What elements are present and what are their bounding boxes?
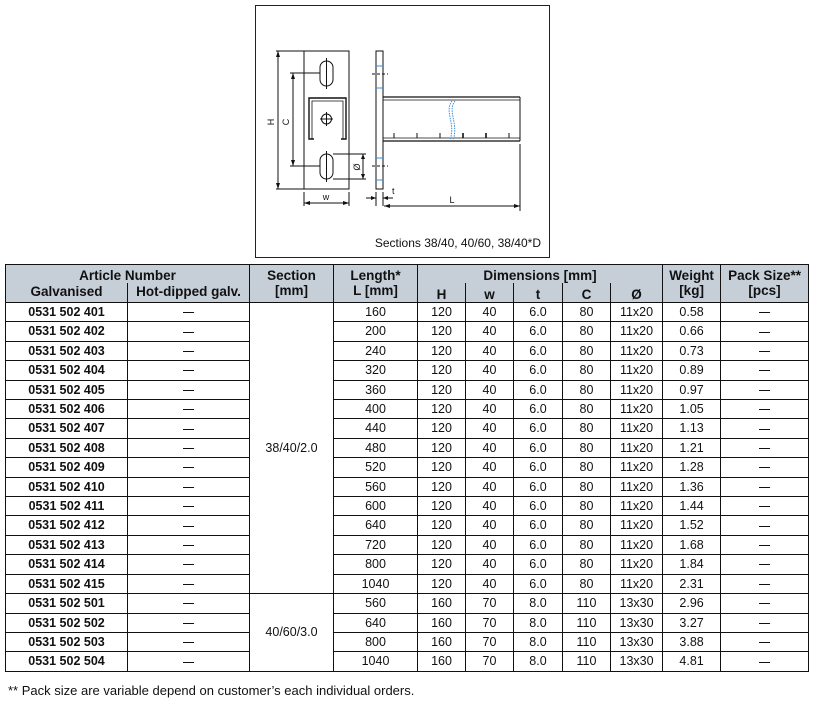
cell-t: 6.0 [514,574,563,593]
cell-weight: 1.05 [663,400,721,419]
header-pack-size [721,265,809,303]
cell-c: 80 [563,341,611,360]
cell-t: 6.0 [514,341,563,360]
label-t: t [392,186,395,196]
cell-t: 6.0 [514,497,563,516]
cell-dia: 11x20 [611,400,663,419]
cell-c: 110 [563,613,611,632]
table-row [6,594,809,613]
cell-w: 70 [466,613,514,632]
cell-c: 80 [563,303,611,322]
cell-t: 6.0 [514,516,563,535]
cell-h: 120 [418,400,466,419]
cell-w: 40 [466,574,514,593]
label-H: H [266,118,276,126]
cell-hot-dipped [128,497,250,516]
table-row [6,535,809,554]
cell-pack-size [721,361,809,380]
cell-w: 40 [466,438,514,457]
cell-c: 80 [563,535,611,554]
header-dim-t: t [514,283,563,303]
cell-h: 120 [418,535,466,554]
header-dim-H: H [418,283,466,303]
cell-c: 80 [563,438,611,457]
cell-length: 1040 [334,574,418,593]
cell-length: 480 [334,438,418,457]
cell-weight: 0.89 [663,361,721,380]
cell-hot-dipped [128,322,250,341]
cell-dia: 11x20 [611,477,663,496]
cell-c: 80 [563,516,611,535]
cell-dia: 11x20 [611,555,663,574]
cell-dia: 11x20 [611,516,663,535]
cell-length: 720 [334,535,418,554]
cell-dia: 11x20 [611,497,663,516]
header-length-line2: L [mm] [353,283,398,298]
cell-hot-dipped [128,438,250,457]
cell-pack-size [721,419,809,438]
cell-h: 120 [418,497,466,516]
cell-weight: 0.58 [663,303,721,322]
cell-weight: 1.84 [663,555,721,574]
cell-pack-size-value [759,448,770,449]
cell-hot-dipped-value [183,312,194,313]
cell-galvanised: 0531 502 409 [6,458,128,477]
cell-hot-dipped [128,632,250,651]
cell-galvanised: 0531 502 404 [6,361,128,380]
cell-w: 70 [466,652,514,671]
table-row [6,555,809,574]
cell-h: 160 [418,652,466,671]
cell-pack-size [721,555,809,574]
cell-pack-size-value [759,564,770,565]
table-row [6,574,809,593]
cell-c: 80 [563,322,611,341]
cell-c: 80 [563,477,611,496]
table-row [6,497,809,516]
cell-pack-size [721,341,809,360]
cell-hot-dipped [128,516,250,535]
cell-hot-dipped [128,652,250,671]
cell-hot-dipped [128,458,250,477]
cell-pack-size [721,652,809,671]
header-dim-C: C [563,283,611,303]
cell-hot-dipped [128,594,250,613]
cell-w: 40 [466,516,514,535]
cell-h: 120 [418,477,466,496]
cell-hot-dipped [128,380,250,399]
cell-hot-dipped-value [183,370,194,371]
cell-pack-size-value [759,526,770,527]
header-dim-w: w [466,283,514,303]
cell-h: 120 [418,458,466,477]
header-section-line2: [mm] [275,283,308,298]
cell-dia: 11x20 [611,380,663,399]
cell-weight: 0.73 [663,341,721,360]
cell-h: 160 [418,632,466,651]
header-weight-line2: [kg] [679,283,704,298]
cell-hot-dipped [128,574,250,593]
cell-weight: 1.21 [663,438,721,457]
header-dim-diameter: Ø [611,283,663,303]
cell-t: 8.0 [514,652,563,671]
cell-pack-size-value [759,584,770,585]
header-article-number: Article Number [6,265,250,284]
cell-hot-dipped-value [183,467,194,468]
header-pack-line2: [pcs] [748,283,781,298]
cell-pack-size-value [759,390,770,391]
cell-w: 40 [466,303,514,322]
cell-length: 400 [334,400,418,419]
cell-hot-dipped-value [183,506,194,507]
cell-weight: 3.27 [663,613,721,632]
header-weight-line1: Weight [669,268,714,283]
cell-t: 6.0 [514,535,563,554]
header-galvanised: Galvanised [6,283,128,303]
cell-weight: 0.66 [663,322,721,341]
cell-h: 120 [418,322,466,341]
cell-w: 40 [466,380,514,399]
cell-h: 120 [418,438,466,457]
cell-galvanised: 0531 502 406 [6,400,128,419]
cell-dia: 11x20 [611,535,663,554]
header-dimensions: Dimensions [mm] [418,265,663,284]
cell-hot-dipped-value [183,564,194,565]
cell-weight: 1.36 [663,477,721,496]
cell-galvanised: 0531 502 411 [6,497,128,516]
cell-t: 6.0 [514,419,563,438]
table-row [6,438,809,457]
cell-hot-dipped [128,303,250,322]
cell-hot-dipped [128,419,250,438]
cell-section: 40/60/3.0 [250,594,334,672]
figure-caption: Sections 38/40, 40/60, 38/40*D [374,236,541,250]
cell-galvanised: 0531 502 503 [6,632,128,651]
cell-pack-size-value [759,312,770,313]
cell-length: 320 [334,361,418,380]
cell-dia: 11x20 [611,458,663,477]
cell-hot-dipped [128,477,250,496]
cell-length: 1040 [334,652,418,671]
header-weight [663,265,721,303]
cell-h: 120 [418,555,466,574]
header-length [334,265,418,303]
label-L: L [449,195,455,205]
cell-hot-dipped-value [183,487,194,488]
cell-dia: 13x30 [611,613,663,632]
cell-t: 6.0 [514,400,563,419]
cell-pack-size-value [759,409,770,410]
cell-t: 8.0 [514,632,563,651]
cell-pack-size [721,574,809,593]
cell-length: 200 [334,322,418,341]
cell-hot-dipped-value [183,351,194,352]
cell-hot-dipped-value [183,584,194,585]
cell-section: 38/40/2.0 [250,303,334,594]
cell-pack-size [721,322,809,341]
cell-w: 40 [466,341,514,360]
cell-t: 6.0 [514,477,563,496]
cell-length: 640 [334,613,418,632]
cell-length: 800 [334,555,418,574]
cell-weight: 3.88 [663,632,721,651]
cell-c: 80 [563,361,611,380]
cell-dia: 11x20 [611,574,663,593]
cell-dia: 11x20 [611,438,663,457]
cell-w: 70 [466,594,514,613]
cell-w: 40 [466,400,514,419]
table-row [6,477,809,496]
cell-hot-dipped [128,400,250,419]
cell-c: 80 [563,574,611,593]
cell-weight: 2.31 [663,574,721,593]
table-row [6,632,809,651]
cell-pack-size [721,477,809,496]
cell-w: 40 [466,458,514,477]
table-row [6,303,809,322]
cell-pack-size-value [759,351,770,352]
cell-h: 120 [418,303,466,322]
cell-pack-size [721,497,809,516]
cell-weight: 4.81 [663,652,721,671]
cell-t: 8.0 [514,613,563,632]
cell-hot-dipped-value [183,448,194,449]
cell-galvanised: 0531 502 410 [6,477,128,496]
cell-pack-size [721,458,809,477]
cell-pack-size [721,535,809,554]
cell-pack-size [721,516,809,535]
cell-hot-dipped [128,341,250,360]
cell-pack-size [721,400,809,419]
table-row [6,516,809,535]
cell-hot-dipped [128,535,250,554]
header-pack-line1: Pack Size** [728,268,801,283]
cell-hot-dipped [128,613,250,632]
cell-pack-size [721,303,809,322]
cell-pack-size-value [759,662,770,663]
cell-length: 360 [334,380,418,399]
cell-h: 160 [418,613,466,632]
cell-t: 6.0 [514,555,563,574]
cell-galvanised: 0531 502 501 [6,594,128,613]
cell-t: 6.0 [514,322,563,341]
cell-pack-size-value [759,603,770,604]
cell-c: 80 [563,419,611,438]
cell-pack-size-value [759,467,770,468]
cell-galvanised: 0531 502 412 [6,516,128,535]
cell-t: 6.0 [514,303,563,322]
cell-c: 80 [563,458,611,477]
cell-weight: 0.97 [663,380,721,399]
cell-pack-size-value [759,332,770,333]
table-row [6,613,809,632]
label-diameter: Ø [352,163,362,171]
cell-pack-size-value [759,623,770,624]
cell-h: 120 [418,361,466,380]
footnote: ** Pack size are variable depend on customer’s each individual orders. [8,683,415,698]
label-C: C [281,118,291,126]
cell-galvanised: 0531 502 407 [6,419,128,438]
cell-w: 40 [466,555,514,574]
cell-dia: 13x30 [611,594,663,613]
cell-hot-dipped [128,555,250,574]
cell-w: 40 [466,477,514,496]
cell-pack-size-value [759,429,770,430]
table-row [6,400,809,419]
table-row [6,419,809,438]
cell-hot-dipped-value [183,429,194,430]
header-length-line1: Length* [350,268,401,283]
cell-hot-dipped-value [183,545,194,546]
table-row [6,361,809,380]
specification-table [5,264,809,672]
header-section [250,265,334,303]
cell-galvanised: 0531 502 502 [6,613,128,632]
cell-w: 70 [466,632,514,651]
cell-hot-dipped-value [183,642,194,643]
cell-length: 160 [334,303,418,322]
cell-hot-dipped-value [183,390,194,391]
cell-c: 110 [563,632,611,651]
cell-galvanised: 0531 502 504 [6,652,128,671]
cell-dia: 13x30 [611,632,663,651]
cell-t: 6.0 [514,380,563,399]
table-row [6,458,809,477]
table-body [6,303,809,672]
cell-weight: 1.13 [663,419,721,438]
cell-h: 120 [418,419,466,438]
cell-h: 160 [418,594,466,613]
cell-pack-size-value [759,487,770,488]
cell-length: 520 [334,458,418,477]
bracket-drawing [255,5,550,258]
break-line [449,101,452,140]
cell-galvanised: 0531 502 408 [6,438,128,457]
cell-pack-size-value [759,642,770,643]
cell-c: 80 [563,555,611,574]
cell-dia: 13x30 [611,652,663,671]
cell-pack-size [721,613,809,632]
cell-w: 40 [466,497,514,516]
cell-dia: 11x20 [611,322,663,341]
cell-hot-dipped [128,361,250,380]
cell-t: 8.0 [514,594,563,613]
side-plate [376,51,383,189]
cell-c: 110 [563,594,611,613]
cell-t: 6.0 [514,361,563,380]
cell-c: 80 [563,380,611,399]
cell-t: 6.0 [514,438,563,457]
cell-galvanised: 0531 502 413 [6,535,128,554]
cell-length: 560 [334,477,418,496]
cell-w: 40 [466,535,514,554]
cell-pack-size [721,380,809,399]
header-hot-dipped: Hot-dipped galv. [128,283,250,303]
cell-length: 600 [334,497,418,516]
cell-t: 6.0 [514,458,563,477]
cell-galvanised: 0531 502 401 [6,303,128,322]
cell-h: 120 [418,574,466,593]
label-w: w [322,192,330,202]
cell-w: 40 [466,361,514,380]
cell-w: 40 [466,419,514,438]
cell-dia: 11x20 [611,341,663,360]
table-row [6,380,809,399]
cell-galvanised: 0531 502 403 [6,341,128,360]
cell-h: 120 [418,516,466,535]
cell-hot-dipped-value [183,603,194,604]
cell-length: 440 [334,419,418,438]
cell-galvanised: 0531 502 414 [6,555,128,574]
cell-pack-size [721,632,809,651]
cell-galvanised: 0531 502 405 [6,380,128,399]
cell-h: 120 [418,380,466,399]
cell-weight: 1.68 [663,535,721,554]
cell-pack-size [721,594,809,613]
cell-pack-size [721,438,809,457]
cell-weight: 1.52 [663,516,721,535]
table-row [6,652,809,671]
cell-length: 240 [334,341,418,360]
cell-galvanised: 0531 502 402 [6,322,128,341]
cell-galvanised: 0531 502 415 [6,574,128,593]
cell-c: 80 [563,400,611,419]
cell-c: 80 [563,497,611,516]
cell-hot-dipped-value [183,623,194,624]
cell-weight: 1.28 [663,458,721,477]
bracket-drawing-svg [256,6,551,259]
cell-hot-dipped-value [183,409,194,410]
cell-pack-size-value [759,506,770,507]
cell-dia: 11x20 [611,303,663,322]
cell-hot-dipped-value [183,662,194,663]
table-row [6,322,809,341]
header-section-line1: Section [267,268,316,283]
cell-length: 800 [334,632,418,651]
cell-dia: 11x20 [611,361,663,380]
cell-weight: 1.44 [663,497,721,516]
cell-dia: 11x20 [611,419,663,438]
cell-hot-dipped-value [183,526,194,527]
cell-w: 40 [466,322,514,341]
cell-length: 560 [334,594,418,613]
cell-h: 120 [418,341,466,360]
table-row [6,341,809,360]
cell-weight: 2.96 [663,594,721,613]
cell-hot-dipped-value [183,332,194,333]
cell-pack-size-value [759,545,770,546]
cell-length: 640 [334,516,418,535]
cell-c: 110 [563,652,611,671]
cell-pack-size-value [759,370,770,371]
